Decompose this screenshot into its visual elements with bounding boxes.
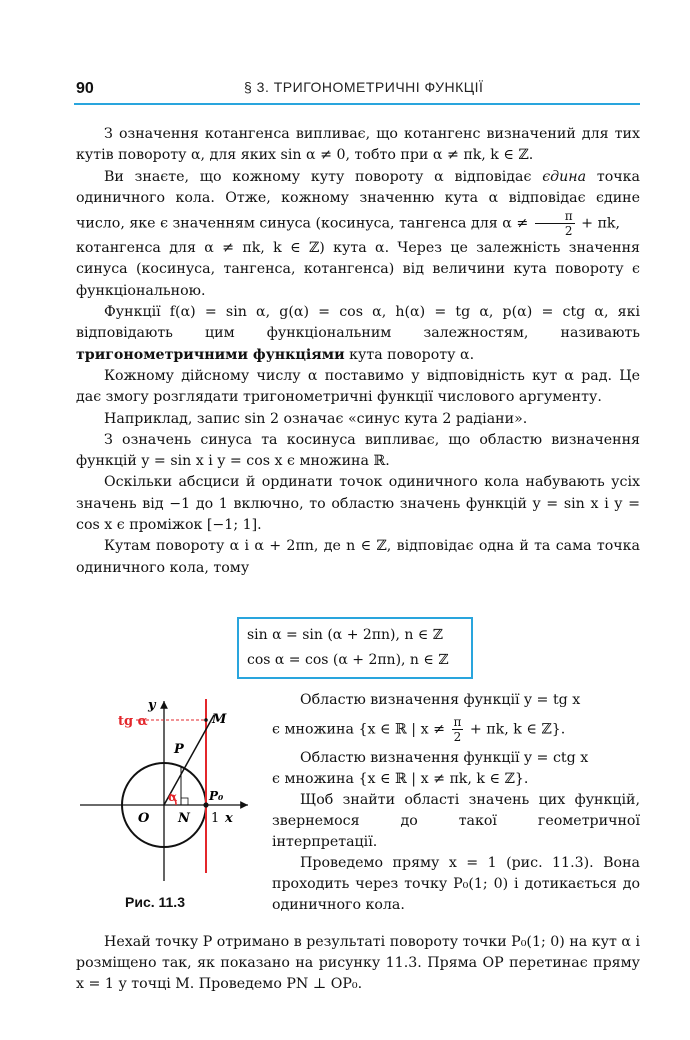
periodicity-formula-box [237,617,473,679]
tg-domain-set [358,715,565,744]
label-y: y [148,698,156,713]
p3-term: тригонометричними функціями [76,346,345,363]
paragraph-6: З означень синуса та косинуса випливає, що областю визначення функцій y = sin x і y = cos x є множина ℝ. [76,431,640,470]
right-p1: Областю визначення функції y = tg x [300,692,581,708]
p2-fraction [535,209,575,238]
right-p3: Щоб знайти області значень цих функцій, звернемося до такої геометричної інтерпретації. [272,792,640,850]
p3-part-a: Функції f(α) = sin α, g(α) = cos α, h(α) = tg α, p(α) = ctg α, які відповідають цим функціональним залежностям, називають [76,304,640,342]
label-tg: tg α [118,714,148,729]
right-angle-mark [181,798,188,805]
tg-set-left: {x ∈ ℝ | x ≠ [358,721,445,738]
fraction-denominator: 2 [564,224,573,239]
paragraph-2-cont: котангенса для α ≠ πk, k ∈ ℤ) кута α. Через це залежність значення синуса (косинуса, тангенса, котангенса) від величини кута повороту є функціональною. [76,240,640,299]
p2-part-c: + πk, [581,215,620,232]
label-alpha: α [168,790,178,804]
paragraph-4: Кожному дійсному числу α поставимо у відповідність кут α рад. Це дає змогу розглядати тригонометричні функції числового аргументу. [76,367,640,406]
point-P0 [203,802,208,807]
label-M: M [212,712,227,727]
paragraph-3 [76,302,640,366]
label-P: P [174,742,184,757]
right-p1-lead: є множина [272,721,354,738]
label-1: 1 [211,811,220,826]
paragraph-1: З означення котангенса випливає, що котангенс визначений для тих кутів повороту α, для яких sin α ≠ 0, тобто при α ≠ πk, k ∈ ℤ. [76,126,640,164]
bottom-paragraph: Нехай точку P отримано в результаті повороту точки P₀(1; 0) на кут α і розміщено так, як показано на рисунку 11.3. Пряма OP перетинає пряму x = 1 у точці M. Проведемо PN ⊥ OP₀. [76,934,640,992]
tg-frac-num: π [453,715,462,729]
paragraph-2 [76,167,640,239]
right-p2-set-line [272,769,640,790]
p2-emphasis: єдина [542,168,587,185]
formula-cos: cos α = cos (α + 2πn), n ∈ ℤ [247,652,449,668]
tg-set-fraction [452,715,464,744]
paragraph-8: Кутам повороту α і α + 2πn, де n ∈ ℤ, відповідає одна й та сама точка одиничного кола, тому [76,538,640,576]
p3-part-b: кута повороту α. [349,346,475,363]
header-rule [74,103,640,105]
ctg-domain-set: {x ∈ ℝ | x ≠ πk, k ∈ ℤ}. [358,771,529,787]
paragraph-7: Оскільки абсциси й ординати точок одиничного кола набувають усіх значень від −1 до 1 включно, то областю значень функцій y = sin x і y = cos x є проміжок [−1; 1]. [76,474,640,534]
right-p1-set-line [272,715,640,744]
point-M [204,718,208,722]
main-text [76,124,640,579]
label-O: O [138,811,150,826]
label-N: N [178,811,190,826]
section-title: § 3. ТРИГОНОМЕТРИЧНІ ФУНКЦІЇ [244,79,484,95]
right-p2: Областю визначення функції y = ctg x [300,750,589,766]
formula-sin: sin α = sin (α + 2πn), n ∈ ℤ [247,627,443,643]
right-p2-lead: є множина [272,771,354,787]
right-column-text [272,690,640,916]
label-x: x [225,811,233,826]
bottom-text [76,932,640,995]
right-p4: Проведемо пряму x = 1 (рис. 11.3). Вона проходить через точку P₀(1; 0) і дотикається до одиничного кола. [272,855,640,913]
p2-part-a: Ви знаєте, що кожному куту повороту α відповідає [104,168,532,185]
page-number: 90 [76,80,94,97]
figure-caption: Рис. 11.3 [125,894,185,910]
p2-part-b: точка одиничного кола. Отже, кожному значенню кута α відповідає єдине число, яке є значенням синуса (косинуса, тангенса для α ≠ [76,168,641,232]
unit-circle-figure [76,695,258,885]
tg-frac-den: 2 [453,730,462,744]
label-P0: P₀ [209,789,224,803]
tg-set-right: + πk, k ∈ ℤ}. [469,721,566,738]
paragraph-5: Наприклад, запис sin 2 означає «синус кута 2 радіани». [104,410,528,427]
fraction-numerator: π [535,209,575,224]
